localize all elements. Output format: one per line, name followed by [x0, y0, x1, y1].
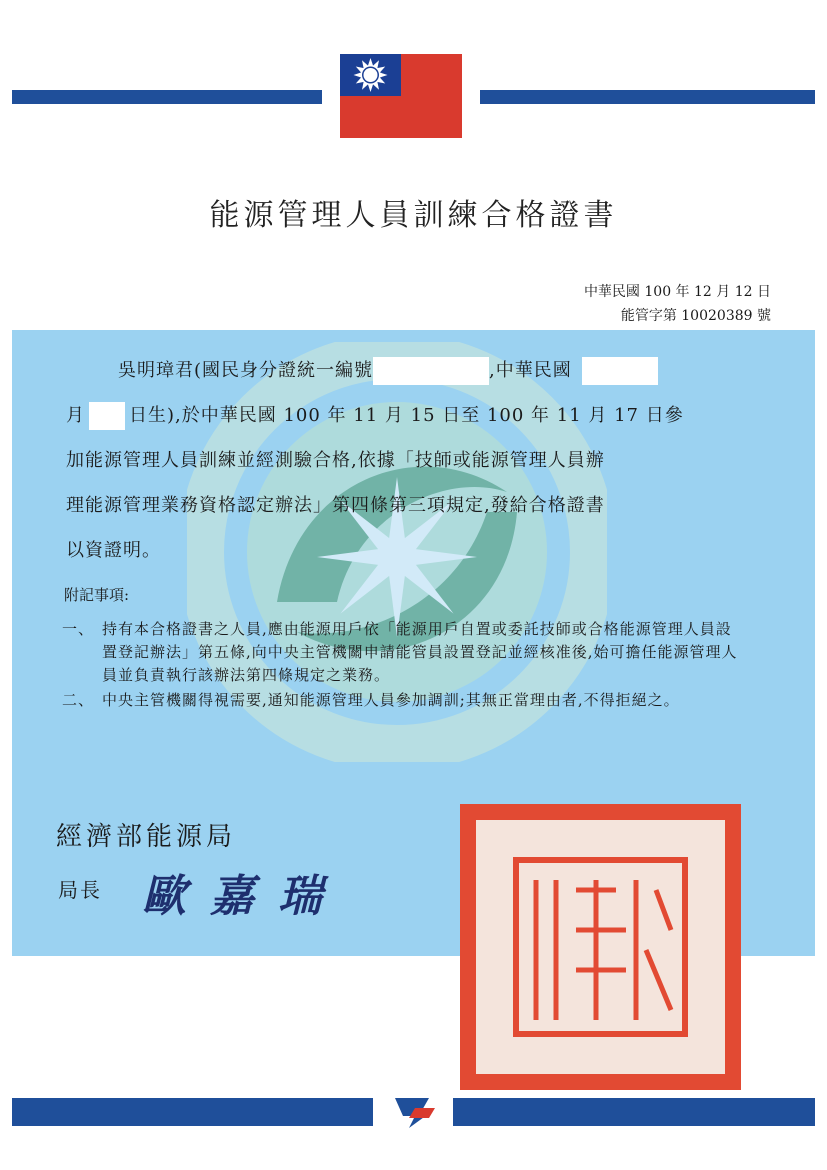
top-bar-left [12, 90, 322, 104]
redacted-birth-year [582, 357, 658, 385]
official-seal-icon [460, 804, 741, 1090]
issuing-agency: 經濟部能源局 [56, 822, 237, 852]
certificate-title: 能源管理人員訓練合格證書 [209, 198, 618, 233]
redacted-id-number [373, 357, 489, 385]
statement-line-2: 月 日生),於中華民國 100 年 11 月 15 日至 100 年 11 月 17 日參 [66, 393, 756, 438]
issue-date: 中華民國 100 年 12 月 12 日 [583, 284, 771, 300]
note-item-1: 一、 持有本合格證書之人員,應由能源用戶依「能源用戶自置或委託技師或合格能源管理人員設置登記辦法」第五條,向中央主管機關申請能管員設置登記並經核准後,始可擔任能源管理人員並負責執行該辦法第四條規定之業務。 [62, 620, 738, 684]
top-bar-right [480, 90, 815, 104]
note-item-2: 二、 中央主管機關得視需要,通知能源管理人員參加調訓;其無正當理由者,不得拒絕之。 [62, 691, 680, 709]
director-label: 局長 [58, 878, 102, 902]
director-signature: 歐嘉瑞 [142, 871, 346, 922]
notes-heading: 附記事項: [64, 586, 130, 604]
document-number: 能管字第 10020389 號 [620, 308, 771, 324]
taiwan-flag-icon [340, 54, 462, 138]
certificate-statement [66, 348, 756, 573]
statement-line-3: 加能源管理人員訓練並經測驗合格,依據「技師或能源管理人員辦 [66, 450, 605, 471]
statement-line-5: 以資證明。 [66, 540, 161, 561]
statement-line-1: 吳明璋君(國民身分證統一編號 ,中華民國 [66, 348, 756, 393]
statement-line-4: 理能源管理業務資格認定辦法」第四條第三項規定,發給合格證書 [66, 495, 605, 516]
notes-list [62, 618, 742, 714]
moea-logo-icon [373, 1090, 453, 1134]
date-block [584, 280, 771, 328]
redacted-birth-month [89, 402, 125, 430]
